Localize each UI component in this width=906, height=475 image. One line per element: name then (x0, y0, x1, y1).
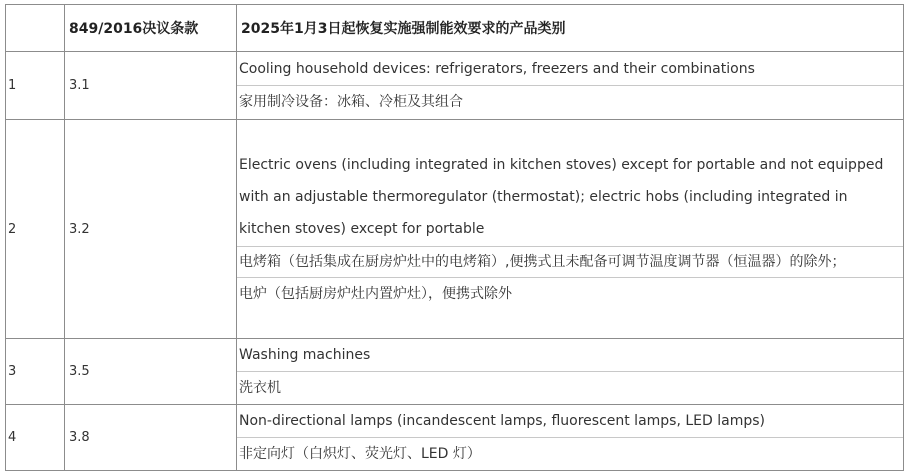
category-en: Cooling household devices: refrigerators, freezers and their combinations (239, 61, 755, 77)
table-header-row (6, 5, 904, 52)
category-en: Non-directional lamps (incandescent lamps, fluorescent lamps, LED lamps) (239, 413, 765, 429)
table-row (6, 405, 904, 471)
table-row (6, 52, 904, 120)
product-category-table (5, 4, 904, 471)
header-clause: 849/2016决议条款 (65, 5, 237, 52)
table-row (6, 339, 904, 405)
row-number: 2 (6, 120, 65, 339)
category-cell (237, 405, 904, 471)
header-category: 2025年1月3日起恢复实施强制能效要求的产品类别 (237, 5, 904, 52)
category-cn: 洗衣机 (237, 371, 903, 404)
clause-number: 3.5 (65, 339, 237, 405)
category-en: Electric ovens (including integrated in kitchen stoves) except for portable and not equipped with an adjustable thermoregulator (thermostat); electric hobs (including integrated in kitchen stoves) except for portable (239, 157, 884, 237)
header-index (6, 5, 65, 52)
category-cn: 电烤箱（包括集成在厨房炉灶中的电烤箱）,便携式且未配备可调节温度调节器（恒温器）的除外； (237, 246, 903, 277)
category-cell (237, 120, 904, 339)
clause-number: 3.1 (65, 52, 237, 120)
row-number: 4 (6, 405, 65, 471)
category-cell (237, 52, 904, 120)
category-cn: 家用制冷设备：冰箱、冷柜及其组合 (237, 85, 903, 118)
table-row (6, 120, 904, 339)
category-cn-2: 电炉（包括厨房炉灶内置炉灶），便携式除外 (237, 277, 903, 310)
row-number: 3 (6, 339, 65, 405)
category-en: Washing machines (239, 347, 371, 363)
row-number: 1 (6, 52, 65, 120)
category-cell (237, 339, 904, 405)
category-cn: 非定向灯（白炽灯、荧光灯、LED 灯） (237, 437, 903, 470)
clause-number: 3.8 (65, 405, 237, 471)
clause-number: 3.2 (65, 120, 237, 339)
